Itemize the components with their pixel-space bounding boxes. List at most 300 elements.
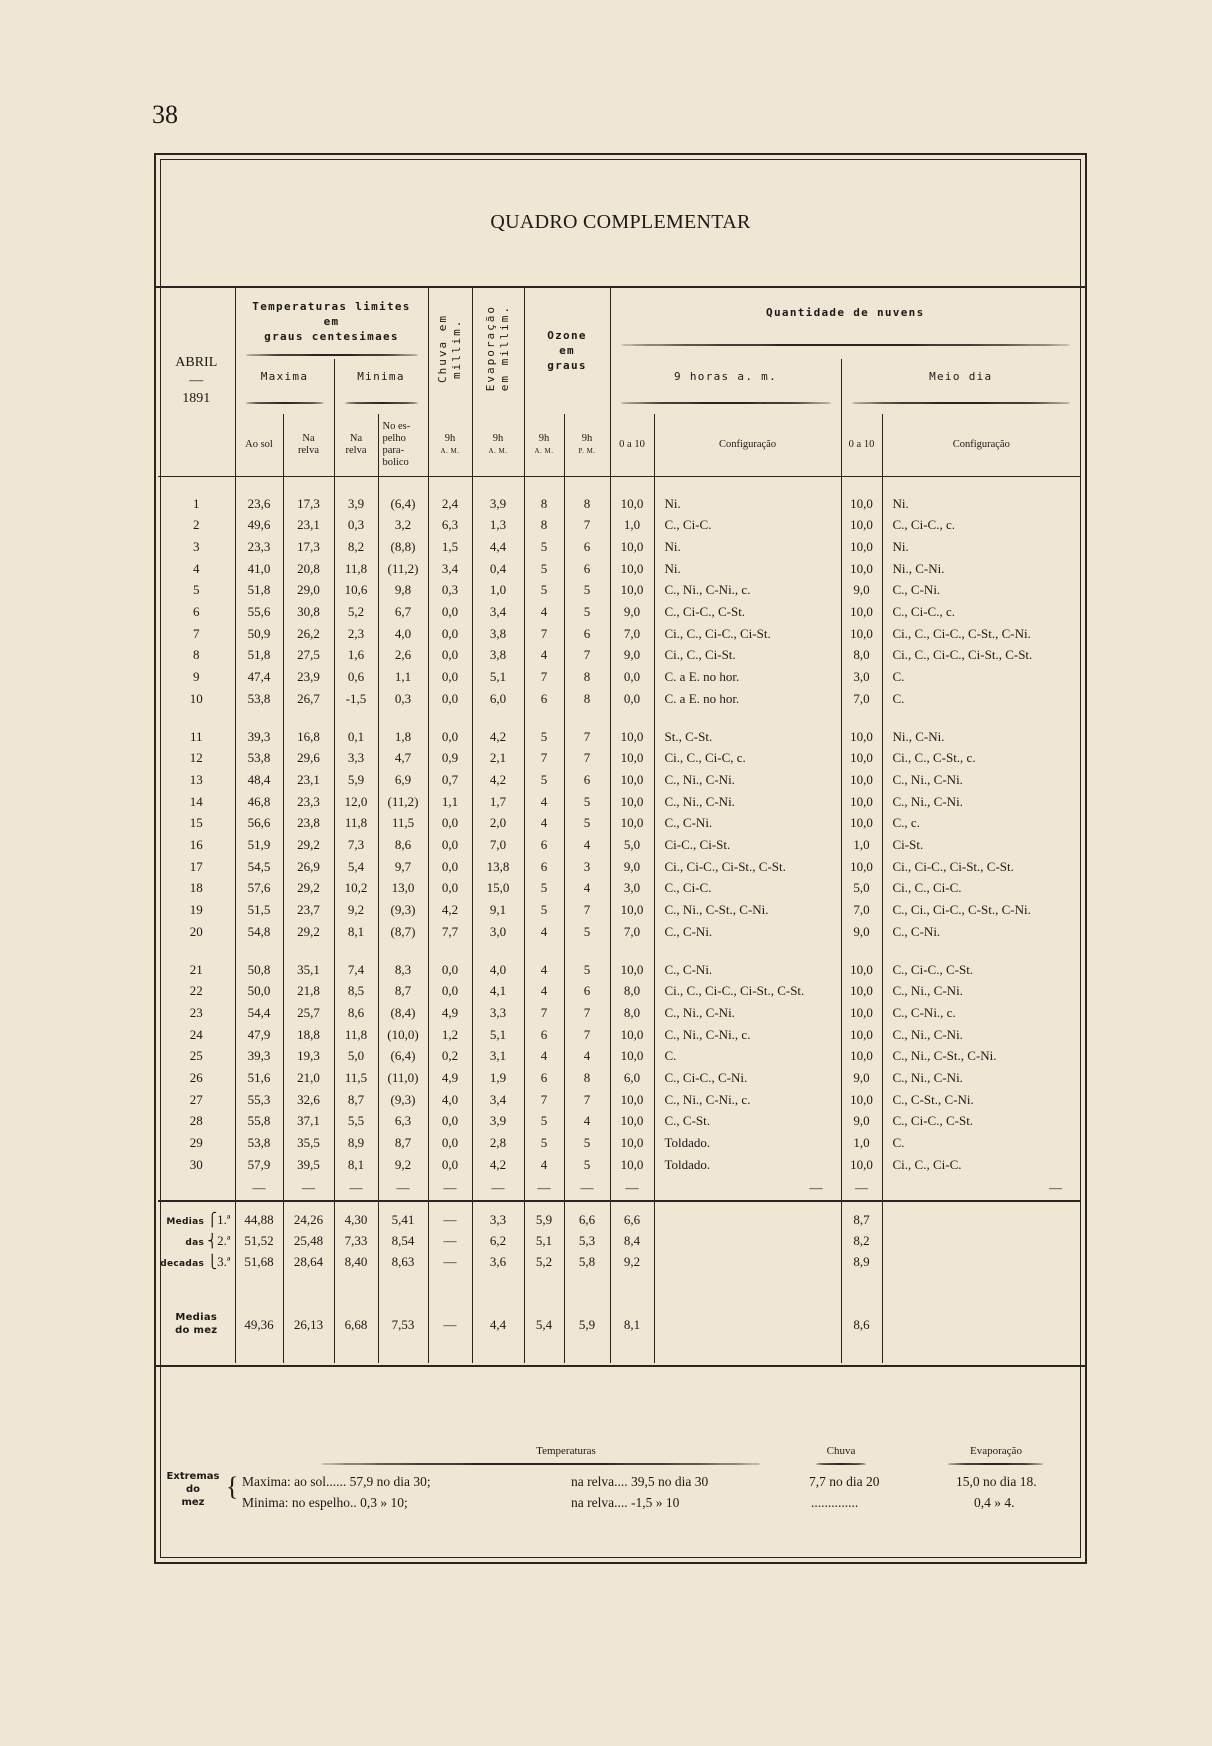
cell-nuvens-qty-noon: 9,0 [841, 921, 882, 943]
col-qty-9h-label: 0 a 10 [619, 438, 645, 450]
cell-nuvens-config-9h: C., C-Ni. [654, 921, 841, 943]
cell-nuvens-config-9h: C., C-St. [654, 1110, 841, 1132]
cell-ozone-am: 7 [524, 666, 564, 688]
cell-max-na-relva: 30,8 [283, 601, 334, 623]
cell-day: 22 [158, 980, 235, 1002]
cell-min-espelho: 4,7 [378, 747, 428, 769]
table-row [158, 1002, 1080, 1024]
decade-gap [158, 943, 1080, 959]
cell-nuvens-config-noon: C. [892, 1135, 905, 1151]
cell-ozone-am: 4 [524, 1045, 564, 1067]
cell-min-na-relva: 8,1 [334, 921, 378, 943]
month-avg-cell: 5,9 [564, 1311, 610, 1351]
cell-nuvens-qty-noon: 10,0 [841, 1154, 882, 1176]
cell-evaporacao: 1,0 [472, 579, 524, 601]
ozone-header [524, 287, 610, 414]
gap-cell [841, 1351, 882, 1363]
nove-horas-header [610, 359, 841, 414]
cell-nuvens-config-noon: Ci-St. [892, 837, 924, 853]
cell-max-na-relva: 18,8 [283, 1024, 334, 1046]
month-avg-label-1: Medias [175, 1311, 218, 1323]
spacer-cell [841, 476, 882, 493]
nove-horas-label: 9 horas a. m. [674, 370, 778, 383]
cell-ozone-am: 6 [524, 1067, 564, 1089]
ext-max-line: Maxima: ao sol...... 57,9 no dia 30; [242, 1474, 431, 1489]
temp-group-line-2: em [323, 315, 340, 328]
dash-cell: — [472, 1176, 524, 1201]
cell-nuvens-qty-9h: 10,0 [610, 1154, 654, 1176]
cell-nuvens-qty-9h: 10,0 [610, 493, 654, 515]
cell-nuvens-config-9h: Toldado. [654, 1154, 841, 1176]
cell-min-espelho: (8,8) [378, 536, 428, 558]
cell-nuvens-qty-noon: 9,0 [841, 579, 882, 601]
table-row [158, 493, 1080, 515]
cell-nuvens-qty-9h: 7,0 [610, 921, 654, 943]
cell-ozone-pm: 5 [564, 1132, 610, 1154]
cell-nuvens-config-9h: Ci-C., Ci-St. [654, 834, 841, 856]
cell-nuvens-config-noon: C., Ni., C-Ni. [892, 1026, 963, 1042]
cell-nuvens-qty-noon: 10,0 [841, 856, 882, 878]
cell-nuvens-qty-9h: 10,0 [610, 579, 654, 601]
cell-ozone-am: 5 [524, 1132, 564, 1154]
dash-cell [158, 1176, 235, 1201]
decade-ordinal: 1.ª [217, 1211, 231, 1227]
cell-nuvens-qty-noon: 10,0 [841, 769, 882, 791]
cell-ozone-pm: 5 [564, 791, 610, 813]
temp-group-line-1: Temperaturas limites [252, 300, 411, 313]
cell-nuvens-config-9h: C., Ni., C-Ni. [654, 791, 841, 813]
cell-nuvens-config-noon: C. [892, 690, 905, 706]
table-row [158, 834, 1080, 856]
spacer-cell [472, 476, 524, 493]
col-evap-9h [472, 414, 524, 476]
gap-cell [524, 943, 564, 959]
cell-min-espelho: 6,3 [378, 1110, 428, 1132]
cell-day: 5 [158, 579, 235, 601]
cell-min-espelho: 1,1 [378, 666, 428, 688]
decade-ordinal: 2.ª [217, 1232, 231, 1248]
chuva-line-1: Chuva em [436, 314, 450, 383]
cell-chuva: 2,4 [428, 493, 472, 515]
col-config-noon [882, 414, 1080, 476]
cell-evaporacao: 4,0 [472, 959, 524, 981]
cell-max-ao-sol: 57,6 [235, 877, 283, 899]
cell-evaporacao: 2,0 [472, 812, 524, 834]
col-na-relva-line-2: relva [298, 444, 319, 456]
cell-chuva: 3,4 [428, 558, 472, 580]
cell-nuvens-qty-9h: 9,0 [610, 856, 654, 878]
cell-max-na-relva: 25,7 [283, 1002, 334, 1024]
dash-cell: — [428, 1176, 472, 1201]
cell-ozone-pm: 5 [564, 921, 610, 943]
cell-nuvens-qty-noon: 10,0 [841, 536, 882, 558]
col-na-relva-min [334, 414, 378, 476]
gap-cell [283, 1351, 334, 1363]
ext-evap-header: Evaporação [970, 1445, 1022, 1457]
gap-cell [524, 1351, 564, 1363]
cell-ozone-am: 6 [524, 856, 564, 878]
cell-chuva: 0,3 [428, 579, 472, 601]
cell-min-na-relva: 0,1 [334, 726, 378, 748]
cell-nuvens-qty-noon: 9,0 [841, 1067, 882, 1089]
col-chuva-9h-line-1: 9h [444, 432, 456, 444]
decade-cell: 8,2 [841, 1231, 882, 1252]
gap-cell [564, 1273, 610, 1311]
col-espelho-line-1: No es- [382, 420, 411, 432]
cell-max-ao-sol: 41,0 [235, 558, 283, 580]
cell-nuvens-config-9h: C., Ci-C. [654, 514, 841, 536]
cell-min-na-relva: 0,3 [334, 514, 378, 536]
cell-day: 26 [158, 1067, 235, 1089]
col-na-relva-min-line-1: Na [349, 432, 363, 444]
cell-chuva: 0,0 [428, 856, 472, 878]
cell-max-na-relva: 23,3 [283, 791, 334, 813]
cell-day: 9 [158, 666, 235, 688]
cell-chuva: 0,0 [428, 1154, 472, 1176]
cell-min-espelho: (6,4) [378, 1045, 428, 1067]
cell-nuvens-qty-9h: 10,0 [610, 899, 654, 921]
cell-nuvens-config-noon: Ni., C-Ni. [892, 728, 945, 744]
dash-cell: — [334, 1176, 378, 1201]
gap-cell [378, 1273, 428, 1311]
gap-cell [235, 943, 283, 959]
nuvens-title: Quantidade de nuvens [766, 305, 925, 319]
table-row [158, 791, 1080, 813]
cell-max-ao-sol: 51,9 [235, 834, 283, 856]
cell-day: 19 [158, 899, 235, 921]
decade-average-row [158, 1201, 1080, 1231]
chuva-header [428, 287, 472, 414]
spacer-cell [235, 476, 283, 493]
col-ao-sol-label: Ao sol [245, 438, 273, 450]
cell-chuva: 4,9 [428, 1002, 472, 1024]
nove-horas-rule [621, 402, 831, 404]
cell-nuvens-qty-noon: 1,0 [841, 1132, 882, 1154]
nuvens-rule [621, 344, 1071, 346]
cell-min-espelho: 3,2 [378, 514, 428, 536]
cell-nuvens-qty-9h: 10,0 [610, 1045, 654, 1067]
cell-nuvens-qty-9h: 8,0 [610, 980, 654, 1002]
cell-day: 3 [158, 536, 235, 558]
cell-ozone-am: 4 [524, 959, 564, 981]
cell-max-na-relva: 35,1 [283, 959, 334, 981]
cell-nuvens-config-noon: C., Ni., C-St., C-Ni. [892, 1048, 997, 1064]
cell-nuvens-qty-noon: 3,0 [841, 666, 882, 688]
cell-evaporacao: 13,8 [472, 856, 524, 878]
decade-cell [654, 1201, 841, 1231]
cell-nuvens-qty-noon: 5,0 [841, 877, 882, 899]
cell-nuvens-config-noon: C., C-St., C-Ni. [892, 1091, 974, 1107]
cell-day: 18 [158, 877, 235, 899]
cell-max-na-relva: 39,5 [283, 1154, 334, 1176]
decade-cell: — [428, 1201, 472, 1231]
decade-brace: ⎨ [204, 1232, 218, 1248]
month-avg-cell: 49,36 [235, 1311, 283, 1351]
cell-min-na-relva: -1,5 [334, 688, 378, 710]
cell-chuva: 0,2 [428, 1045, 472, 1067]
cell-nuvens-config-9h: C., Ni., C-Ni. [654, 769, 841, 791]
cell-nuvens-config-noon: C., C-Ni., c. [892, 1004, 956, 1020]
cell-ozone-pm: 7 [564, 1002, 610, 1024]
dash-cell: — [654, 1176, 841, 1201]
cell-max-na-relva: 29,0 [283, 579, 334, 601]
table-row [158, 666, 1080, 688]
cell-evaporacao: 1,3 [472, 514, 524, 536]
cell-nuvens-config-9h: Ci., C., Ci-C., Ci-St., C-St. [654, 980, 841, 1002]
cell-nuvens-qty-noon: 10,0 [841, 726, 882, 748]
cell-evaporacao: 3,4 [472, 1089, 524, 1111]
table-row [158, 1045, 1080, 1067]
col-espelho-line-3: para- [382, 444, 405, 456]
cell-day: 24 [158, 1024, 235, 1046]
cell-min-na-relva: 3,3 [334, 747, 378, 769]
spacer-cell [428, 476, 472, 493]
gap-cell [472, 943, 524, 959]
cell-ozone-pm: 5 [564, 1154, 610, 1176]
table-row [158, 959, 1080, 981]
decade-cell: 5,41 [378, 1201, 428, 1231]
cell-nuvens-config-9h: C., Ci-C., C-Ni. [654, 1067, 841, 1089]
cell-chuva: 0,0 [428, 812, 472, 834]
cell-min-espelho: 6,9 [378, 769, 428, 791]
decade-brace: ⎧ [204, 1211, 218, 1227]
gap-cell [334, 1273, 378, 1311]
cell-min-na-relva: 8,1 [334, 1154, 378, 1176]
cell-nuvens-config-9h: Ci., C., Ci-C., Ci-St. [654, 623, 841, 645]
cell-max-ao-sol: 49,6 [235, 514, 283, 536]
gap-cell [334, 710, 378, 726]
cell-chuva: 1,2 [428, 1024, 472, 1046]
cell-min-na-relva: 3,9 [334, 493, 378, 515]
cell-nuvens-config-noon: C., Ni., C-Ni. [892, 1070, 963, 1086]
col-evap-9h-line-2: A. M. [488, 446, 508, 455]
cell-min-na-relva: 10,6 [334, 579, 378, 601]
cell-nuvens-config-noon: Ci., C., Ci-C., Ci-St., C-St. [892, 647, 1033, 663]
cell-nuvens-config-noon: Ni., C-Ni. [892, 560, 945, 576]
cell-nuvens-qty-noon: 10,0 [841, 791, 882, 813]
decade-cell: 8,7 [841, 1201, 882, 1231]
cell-nuvens-config-9h: C., Ni., C-St., C-Ni. [654, 899, 841, 921]
cell-chuva: 0,0 [428, 1110, 472, 1132]
gap-cell [283, 943, 334, 959]
decade-average-row [158, 1231, 1080, 1252]
cell-ozone-am: 6 [524, 834, 564, 856]
cell-nuvens-qty-9h: 5,0 [610, 834, 654, 856]
cell-max-na-relva: 17,3 [283, 493, 334, 515]
gap-cell [158, 1351, 235, 1363]
cell-nuvens-qty-9h: 10,0 [610, 558, 654, 580]
cell-min-espelho: (11,2) [378, 558, 428, 580]
cell-max-ao-sol: 47,9 [235, 1024, 283, 1046]
gap-cell [235, 1351, 283, 1363]
cell-ozone-am: 5 [524, 877, 564, 899]
cell-evaporacao: 7,0 [472, 834, 524, 856]
cell-nuvens-qty-9h: 10,0 [610, 1024, 654, 1046]
cell-min-na-relva: 9,2 [334, 899, 378, 921]
table-row [158, 644, 1080, 666]
gap-cell [841, 943, 882, 959]
cell-min-espelho: 9,2 [378, 1154, 428, 1176]
cell-nuvens-qty-noon: 9,0 [841, 1110, 882, 1132]
cell-nuvens-config-9h: C., Ci-C. [654, 877, 841, 899]
cell-max-na-relva: 23,7 [283, 899, 334, 921]
decades-label: Medias [166, 1216, 205, 1227]
maxima-label: Maxima [260, 370, 309, 383]
gap-cell [654, 1351, 841, 1363]
decade-cell: 8,9 [841, 1252, 882, 1273]
cell-ozone-am: 5 [524, 579, 564, 601]
cell-ozone-am: 4 [524, 1154, 564, 1176]
table-row [158, 558, 1080, 580]
col-ozone-pm [564, 414, 610, 476]
ext-max-chuva: 7,7 no dia 20 [809, 1474, 880, 1489]
cell-nuvens-config-9h: C., Ci-C., C-St. [654, 601, 841, 623]
cell-nuvens-qty-noon: 7,0 [841, 688, 882, 710]
cell-day: 25 [158, 1045, 235, 1067]
cell-max-ao-sol: 50,9 [235, 623, 283, 645]
cell-ozone-am: 6 [524, 688, 564, 710]
decade-gap [158, 710, 1080, 726]
cell-chuva: 0,0 [428, 959, 472, 981]
cell-max-ao-sol: 51,6 [235, 1067, 283, 1089]
cell-evaporacao: 2,8 [472, 1132, 524, 1154]
cell-day: 29 [158, 1132, 235, 1154]
spacer-cell [654, 476, 841, 493]
cell-min-na-relva: 12,0 [334, 791, 378, 813]
cell-ozone-am: 4 [524, 791, 564, 813]
cell-ozone-am: 4 [524, 812, 564, 834]
decade-cell: 3,3 [472, 1201, 524, 1231]
cell-ozone-am: 7 [524, 747, 564, 769]
minima-rule [345, 402, 418, 404]
cell-max-ao-sol: 51,5 [235, 899, 283, 921]
cell-max-ao-sol: 53,8 [235, 747, 283, 769]
cell-evaporacao: 4,2 [472, 769, 524, 791]
gap-cell [524, 1273, 564, 1311]
cell-evaporacao: 3,4 [472, 601, 524, 623]
ext-temp-header: Temperaturas [536, 1445, 596, 1457]
decade-cell [158, 1231, 235, 1252]
month-avg-cell: 7,53 [378, 1311, 428, 1351]
decade-cell [158, 1252, 235, 1273]
cell-nuvens-qty-noon: 1,0 [841, 834, 882, 856]
gap-cell [841, 710, 882, 726]
cell-day: 7 [158, 623, 235, 645]
cell-ozone-pm: 7 [564, 899, 610, 921]
cell-day: 11 [158, 726, 235, 748]
cell-ozone-am: 4 [524, 980, 564, 1002]
decade-cell: — [428, 1252, 472, 1273]
cell-max-na-relva: 26,9 [283, 856, 334, 878]
cell-min-espelho: 6,7 [378, 601, 428, 623]
cell-chuva: 0,9 [428, 747, 472, 769]
cell-min-espelho: (9,3) [378, 899, 428, 921]
cell-evaporacao: 3,3 [472, 1002, 524, 1024]
decade-cell: 8,40 [334, 1252, 378, 1273]
cell-day: 30 [158, 1154, 235, 1176]
cell-ozone-pm: 3 [564, 856, 610, 878]
ext-label-line-1: Extremas [166, 1471, 220, 1482]
cell-nuvens-config-9h: Ni. [654, 493, 841, 515]
cell-evaporacao: 3,0 [472, 921, 524, 943]
cell-nuvens-qty-noon: 10,0 [841, 959, 882, 981]
decade-cell [654, 1231, 841, 1252]
cell-max-ao-sol: 48,4 [235, 769, 283, 791]
cell-max-na-relva: 23,1 [283, 769, 334, 791]
cell-max-na-relva: 26,7 [283, 688, 334, 710]
col-espelho-line-2: pelho [382, 432, 406, 444]
ext-min-line: Minima: no espelho.. 0,3 » 10; [242, 1495, 408, 1510]
decade-cell [882, 1231, 1080, 1252]
gap-cell [610, 1351, 654, 1363]
nuvens-header [610, 287, 1080, 359]
cell-min-na-relva: 2,3 [334, 623, 378, 645]
table-row [158, 1132, 1080, 1154]
cell-nuvens-qty-9h: 10,0 [610, 1110, 654, 1132]
month-avg-cell: — [428, 1311, 472, 1351]
ext-min-chuva: .............. [811, 1495, 859, 1510]
spacer-cell [882, 476, 1080, 493]
table-row [158, 726, 1080, 748]
cell-nuvens-config-9h: Ci., C., Ci-C, c. [654, 747, 841, 769]
cell-nuvens-qty-9h: 10,0 [610, 769, 654, 791]
cell-nuvens-config-noon: Ci., C., Ci-C., C-St., C-Ni. [892, 625, 1031, 641]
cell-nuvens-config-9h: Ni. [654, 558, 841, 580]
cell-nuvens-qty-noon: 10,0 [841, 493, 882, 515]
cell-ozone-pm: 6 [564, 769, 610, 791]
cell-ozone-pm: 5 [564, 959, 610, 981]
cell-nuvens-config-9h: C. a E. no hor. [654, 688, 841, 710]
decade-cell: 6,6 [610, 1201, 654, 1231]
cell-evaporacao: 2,1 [472, 747, 524, 769]
cell-evaporacao: 6,0 [472, 688, 524, 710]
table-row [158, 812, 1080, 834]
cell-day: 4 [158, 558, 235, 580]
spacer-cell [158, 476, 235, 493]
cell-evaporacao: 4,1 [472, 980, 524, 1002]
dash-cell: — [564, 1176, 610, 1201]
decade-cell: — [428, 1231, 472, 1252]
gap-cell [428, 943, 472, 959]
col-espelho-line-4: bolico [382, 456, 409, 468]
month-avg-cell: 8,6 [841, 1311, 882, 1351]
col-na-relva-line-1: Na [302, 432, 315, 444]
cell-min-na-relva: 7,3 [334, 834, 378, 856]
col-evap-9h-line-1: 9h [492, 432, 504, 444]
month-avg-cell: 6,68 [334, 1311, 378, 1351]
cell-min-na-relva: 8,7 [334, 1089, 378, 1111]
cell-evaporacao: 4,4 [472, 536, 524, 558]
cell-nuvens-qty-9h: 6,0 [610, 1067, 654, 1089]
spacer-cell [378, 476, 428, 493]
gap-cell [472, 1273, 524, 1311]
cell-nuvens-qty-noon: 10,0 [841, 1002, 882, 1024]
cell-max-ao-sol: 56,6 [235, 812, 283, 834]
cell-min-na-relva: 11,5 [334, 1067, 378, 1089]
cell-ozone-pm: 7 [564, 514, 610, 536]
gap-cell [235, 710, 283, 726]
cell-ozone-am: 5 [524, 536, 564, 558]
cell-min-espelho: 9,7 [378, 856, 428, 878]
ext-label-line-2: do [185, 1484, 201, 1495]
cell-nuvens-qty-noon: 10,0 [841, 812, 882, 834]
col-ozone-pm-line-2: P. M. [578, 446, 596, 455]
gap-cell [378, 1351, 428, 1363]
decade-cell: 5,1 [524, 1231, 564, 1252]
cell-nuvens-config-noon: Ni. [892, 495, 909, 511]
cell-nuvens-config-noon: C. [892, 669, 905, 685]
cell-evaporacao: 1,9 [472, 1067, 524, 1089]
